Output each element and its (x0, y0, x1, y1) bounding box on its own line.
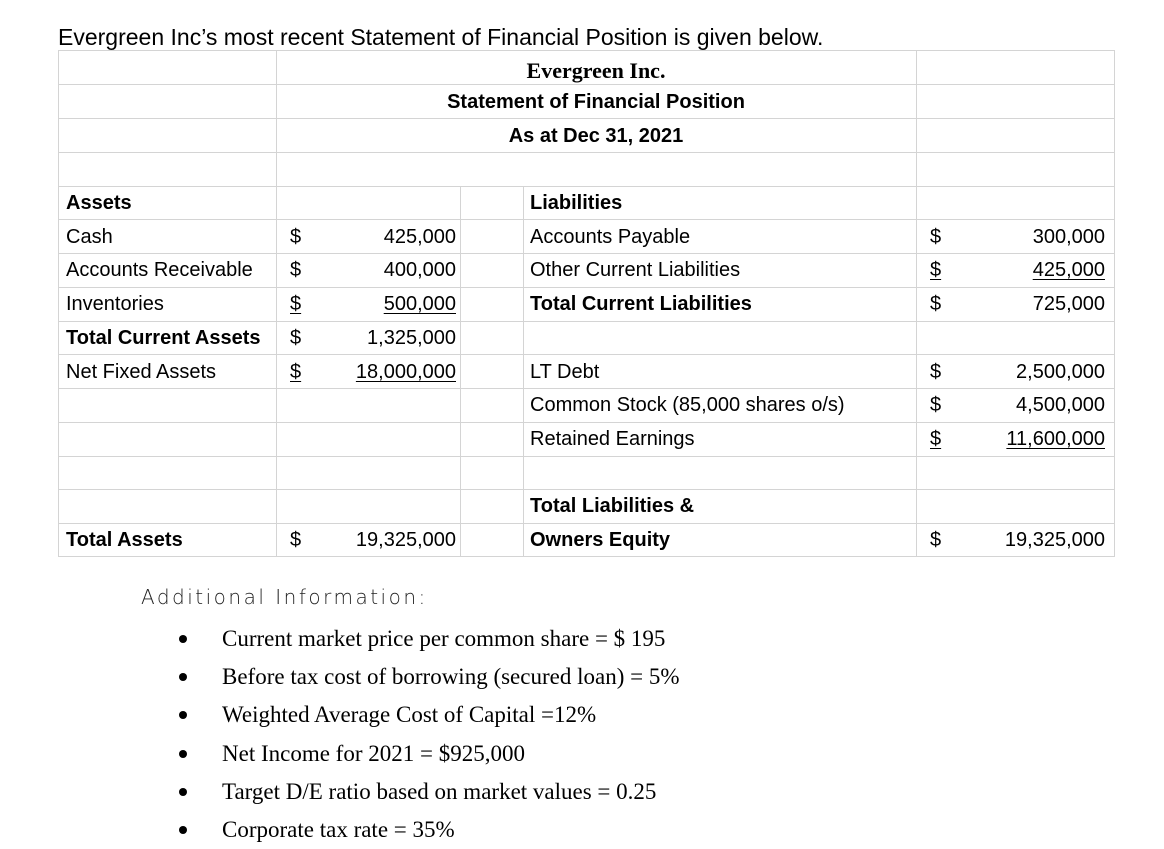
grid-line (58, 50, 1115, 51)
liability-label: Total Current Liabilities (530, 293, 752, 315)
equity-currency: $ (930, 361, 942, 383)
asset-value (308, 356, 456, 389)
liability-value: 725,000 (1032, 293, 1105, 315)
grid-line (460, 186, 461, 557)
total-liabilities-currency: $ (930, 529, 942, 551)
asset-value: 400,000 (383, 259, 456, 281)
statement-title: Statement of Financial Position (447, 91, 745, 113)
total-liabilities-label-line2: Owners Equity (530, 529, 671, 551)
asset-value-text: 500,000 (383, 293, 456, 315)
liability-currency: $ (930, 293, 942, 315)
asset-label: Net Fixed Assets (66, 361, 217, 383)
bullet-icon (179, 750, 187, 758)
bullet-icon (179, 711, 187, 719)
list-item (170, 696, 679, 734)
equity-currency: $ (930, 428, 942, 450)
list-item-text: Weighted Average Cost of Capital =12% (222, 702, 597, 728)
list-item (170, 620, 679, 658)
asset-value-text: 18,000,000 (355, 361, 456, 383)
liability-value-text: 425,000 (1032, 259, 1105, 281)
list-item-text: Target D/E ratio based on market values = 0.25 (222, 778, 657, 804)
total-liabilities-value: 19,325,000 (1004, 529, 1105, 551)
additional-info-heading: Additional Information: (141, 585, 428, 609)
grid-line (1114, 50, 1115, 557)
asset-currency: $ (290, 259, 302, 281)
grid-line (58, 456, 1115, 457)
liabilities-heading: Liabilities (530, 192, 623, 214)
list-item-text: Before tax cost of borrowing (secured loan) = 5% (222, 664, 680, 690)
asset-value (308, 288, 456, 321)
list-item-text: Net Income for 2021 = $925,000 (222, 740, 525, 766)
equity-label: Common Stock (85,000 shares o/s) (530, 394, 845, 416)
equity-label: LT Debt (530, 361, 600, 383)
grid-line (523, 186, 524, 557)
bullet-icon (179, 673, 187, 681)
list-item-text: Corporate tax rate = 35% (222, 816, 455, 842)
total-assets-label: Total Assets (66, 529, 183, 551)
liability-value: 300,000 (1032, 226, 1105, 248)
assets-heading: Assets (66, 192, 132, 214)
statement-date: As at Dec 31, 2021 (508, 125, 684, 147)
equity-label: Retained Earnings (530, 428, 695, 450)
total-assets-currency: $ (290, 529, 302, 551)
intro-text: Evergreen Inc’s most recent Statement of Financial Position is given below. (58, 24, 824, 50)
liability-currency: $ (930, 226, 942, 248)
asset-value: 1,325,000 (367, 327, 456, 349)
asset-label: Accounts Receivable (66, 259, 253, 281)
asset-label: Cash (66, 226, 113, 248)
financial-statement-table (58, 50, 1115, 557)
liability-label: Accounts Payable (530, 226, 691, 248)
liability-value (948, 254, 1105, 287)
asset-label: Inventories (66, 293, 164, 315)
list-item-text: Current market price per common share = $ 195 (222, 626, 666, 651)
bullet-icon (179, 788, 187, 796)
list-item (170, 658, 679, 696)
asset-currency: $ (290, 226, 302, 248)
liability-currency: $ (930, 259, 942, 281)
list-item (170, 811, 679, 849)
asset-value: 425,000 (383, 226, 456, 248)
asset-currency: $ (290, 361, 302, 383)
company-name: Evergreen Inc. (526, 58, 666, 83)
total-assets-value: 19,325,000 (355, 529, 456, 551)
equity-value (948, 423, 1105, 456)
liability-label: Other Current Liabilities (530, 259, 741, 281)
bullet-icon (179, 635, 187, 643)
asset-label: Total Current Assets (66, 327, 261, 349)
additional-info-list (170, 620, 679, 849)
equity-currency: $ (930, 394, 942, 416)
asset-currency: $ (290, 327, 302, 349)
equity-value: 4,500,000 (1016, 394, 1105, 416)
equity-value-text: 11,600,000 (1006, 428, 1105, 450)
bullet-icon (179, 826, 187, 834)
list-item (170, 735, 679, 773)
list-item (170, 773, 679, 811)
asset-currency: $ (290, 293, 302, 315)
grid-line (58, 50, 59, 557)
equity-value: 2,500,000 (1016, 361, 1105, 383)
grid-line (916, 50, 917, 557)
total-liabilities-label-line1: Total Liabilities & (530, 495, 695, 517)
